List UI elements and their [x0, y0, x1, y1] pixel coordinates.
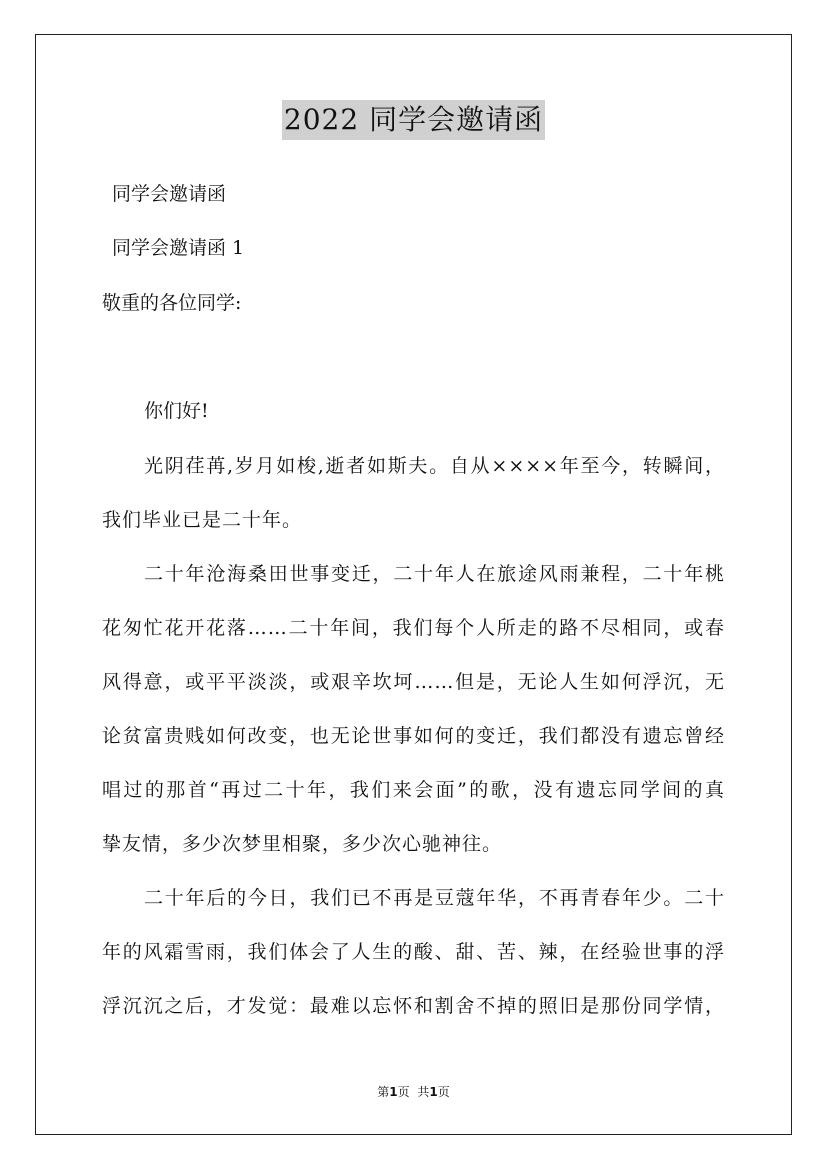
total-suffix: 页 [437, 1085, 450, 1099]
total-prefix: 共 [417, 1085, 430, 1099]
paragraph-line: 二十年后的今日，我们已不再是豆蔻年华，不再青春年少。二十 [144, 887, 725, 909]
total-pages: 1 [429, 1085, 438, 1099]
salutation: 敬重的各位同学: [102, 292, 242, 314]
paragraph-line: 挚友情，多少次梦里相聚，多少次心驰神往。 [102, 833, 503, 855]
paragraph-line: 风得意，或平平淡淡，或艰辛坎坷……但是，无论人生如何浮沉，无 [102, 671, 725, 693]
paragraph-line: 花匆忙花开花落……二十年间，我们每个人所走的路不尽相同，或春 [102, 617, 725, 639]
page-footer [0, 1083, 827, 1101]
paragraph-line: 光阴荏苒,岁月如梭,逝者如斯夫。自从××××年至今，转瞬间， [144, 455, 725, 477]
paragraph-line: 论贫富贵贱如何改变，也无论世事如何的变迁，我们都没有遗忘曾经 [102, 725, 725, 747]
title-container [0, 100, 827, 140]
subheading-1: 同学会邀请函 [112, 183, 227, 205]
page-number: 1 [389, 1085, 398, 1099]
paragraph-line: 我们毕业已是二十年。 [102, 509, 303, 531]
greeting: 你们好! [144, 400, 209, 422]
paragraph-line: 二十年沧海桑田世事变迁，二十年人在旅途风雨兼程，二十年桃 [144, 563, 725, 585]
page-suffix: 页 [397, 1085, 410, 1099]
document-title: 2022 同学会邀请函 [282, 100, 545, 140]
subheading-2: 同学会邀请函 1 [112, 237, 245, 259]
page-prefix: 第 [377, 1085, 390, 1099]
paragraph-line: 唱过的那首“再过二十年，我们来会面”的歌，没有遗忘同学间的真 [102, 779, 725, 801]
paragraph-line: 年的风霜雪雨，我们体会了人生的酸、甜、苦、辣，在经验世事的浮 [102, 941, 725, 963]
paragraph-line: 浮沉沉之后，才发觉：最难以忘怀和割舍不掉的照旧是那份同学情， [102, 995, 725, 1017]
